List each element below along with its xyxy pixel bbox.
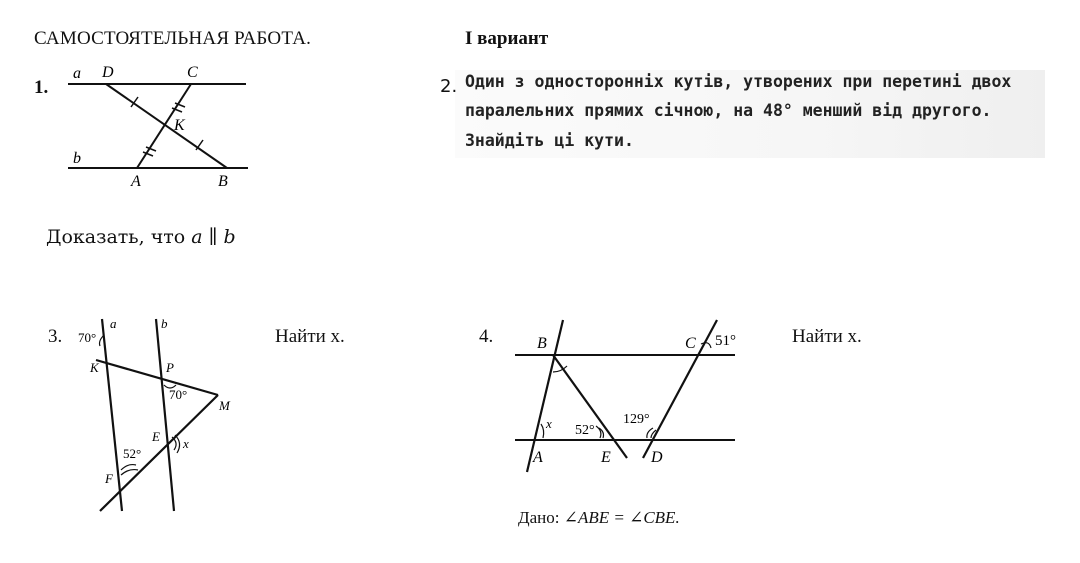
- task4-given: [518, 508, 680, 528]
- label-A: A: [533, 449, 543, 466]
- prove-a: a: [191, 226, 203, 248]
- task2-line-3: Знайдіть ці кути.: [465, 131, 634, 150]
- worksheet-title: САМОСТОЯТЕЛЬНАЯ РАБОТА.: [34, 28, 312, 49]
- label-x: x: [183, 436, 189, 451]
- task3-figure: [60, 315, 310, 515]
- label-C: C: [187, 64, 198, 81]
- variant-label: І вариант: [465, 28, 549, 49]
- segment-MF: [100, 395, 218, 511]
- label-B: B: [537, 335, 547, 352]
- task3-number: 3.: [48, 326, 63, 347]
- label-F: F: [105, 471, 113, 486]
- label-E: E: [152, 429, 160, 444]
- label-C: C: [685, 335, 696, 352]
- segment-BE: [553, 355, 627, 458]
- angle-bottom: 52°: [123, 446, 142, 461]
- task1-prove-statement: [46, 226, 236, 248]
- task4-figure: [505, 310, 765, 480]
- task4-number: 4.: [479, 326, 494, 347]
- angle-c: 51°: [715, 333, 736, 349]
- given-prefix: Дано:: [518, 508, 564, 527]
- angle-e: 52°: [575, 423, 595, 438]
- label-b: b: [73, 150, 81, 167]
- segment-CD: [643, 320, 717, 458]
- label-A: A: [131, 173, 141, 190]
- label-E: E: [601, 449, 611, 466]
- label-x: x: [546, 416, 552, 431]
- task1-figure: [0, 60, 260, 190]
- label-D: D: [102, 64, 114, 81]
- task4-find: Найти x.: [792, 326, 862, 347]
- prove-prefix: Доказать, что: [46, 226, 192, 248]
- line-b: [156, 319, 174, 511]
- task2-number: 2.: [440, 76, 458, 97]
- label-b: b: [161, 316, 168, 331]
- task1-number: 1.: [34, 77, 49, 98]
- label-a: a: [73, 65, 81, 82]
- prove-b: b: [223, 226, 236, 248]
- label-a: a: [110, 316, 117, 331]
- label-B: B: [218, 173, 228, 190]
- segment-DB: [106, 84, 227, 168]
- label-M: M: [219, 398, 230, 413]
- segment-KM: [96, 360, 218, 395]
- parallel-symbol: ∥: [208, 226, 218, 248]
- given-expression: ∠ABE = ∠CBE.: [563, 508, 680, 527]
- angle-d: 129°: [623, 412, 650, 427]
- label-K: K: [90, 360, 99, 375]
- task2-line-1: Один з односторонніх кутів, утворених при перетині двох: [465, 72, 1012, 91]
- angle-middle: 70°: [169, 387, 188, 402]
- task2-line-2: паралельних прямих січною, на 48° менший від другого.: [465, 101, 992, 120]
- task3-find: Найти x.: [275, 326, 345, 347]
- label-K: K: [174, 117, 185, 134]
- label-D: D: [651, 449, 663, 466]
- label-P: P: [166, 360, 174, 375]
- angle-top: 70°: [78, 330, 97, 345]
